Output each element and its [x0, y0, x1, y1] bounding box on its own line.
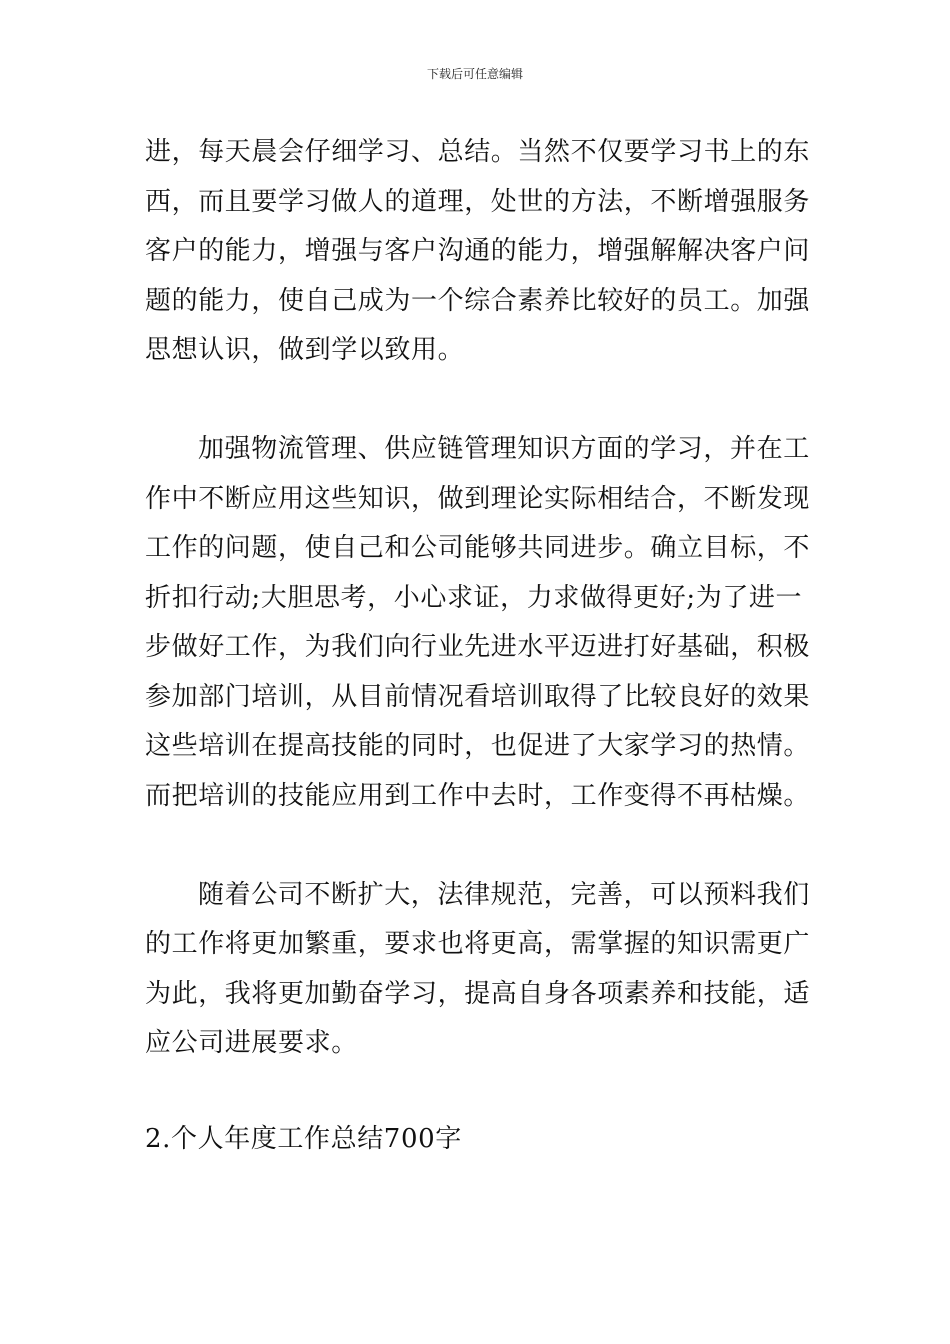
paragraph-line: 进，每天晨会仔细学习、总结。当然不仅要学习书上的东	[145, 137, 811, 167]
paragraph-1	[145, 128, 825, 376]
paragraph-3	[145, 871, 825, 1069]
paragraph-line: 为此，我将更加勤奋学习，提高自身各项素养和技能，适	[145, 978, 811, 1009]
page-header: 下载后可任意编辑	[426, 67, 523, 81]
paragraph-line: 西，而且要学习做人的道理，处世的方法，不断增强服务	[145, 186, 811, 217]
paragraph-line: 思想认识，做到学以致用。	[145, 335, 465, 365]
paragraph-line: 加强物流管理、供应链管理知识方面的学习，并在工	[198, 434, 810, 464]
paragraph-line: 步做好工作，为我们向行业先进水平迈进打好基础，积极	[145, 632, 811, 662]
paragraph-spacer	[145, 821, 825, 871]
paragraph-line: 的工作将更加繁重，要求也将更高，需掌握的知识需更广	[145, 929, 811, 959]
paragraph-spacer	[145, 376, 825, 426]
paragraph-line: 作中不断应用这些知识，做到理论实际相结合，不断发现	[145, 483, 811, 514]
paragraph-line: 而把培训的技能应用到工作中去时，工作变得不再枯燥。	[145, 780, 811, 811]
paragraph-line: 折扣行动;大胆思考，小心求证，力求做得更好;为了进一	[145, 582, 803, 613]
paragraph-line: 这些培训在提高技能的同时，也促进了大家学习的热情。	[145, 731, 811, 761]
paragraph-line: 参加部门培训，从目前情况看培训取得了比较良好的效果	[145, 681, 811, 712]
paragraph-spacer	[145, 1069, 825, 1115]
paragraph-line: 随着公司不断扩大，法律规范，完善，可以预料我们	[198, 879, 810, 910]
paragraph-line: 客户的能力，增强与客户沟通的能力，增强解解决客户问	[145, 236, 811, 266]
paragraph-line: 应公司进展要求。	[145, 1028, 358, 1058]
section-heading: 2.个人年度工作总结700字	[145, 1123, 462, 1154]
paragraph-2	[145, 425, 825, 821]
document-body	[145, 128, 825, 1164]
paragraph-line: 工作的问题，使自己和公司能够共同进步。确立目标，不	[145, 533, 811, 563]
paragraph-line: 题的能力，使自己成为一个综合素养比较好的员工。加强	[145, 285, 811, 316]
